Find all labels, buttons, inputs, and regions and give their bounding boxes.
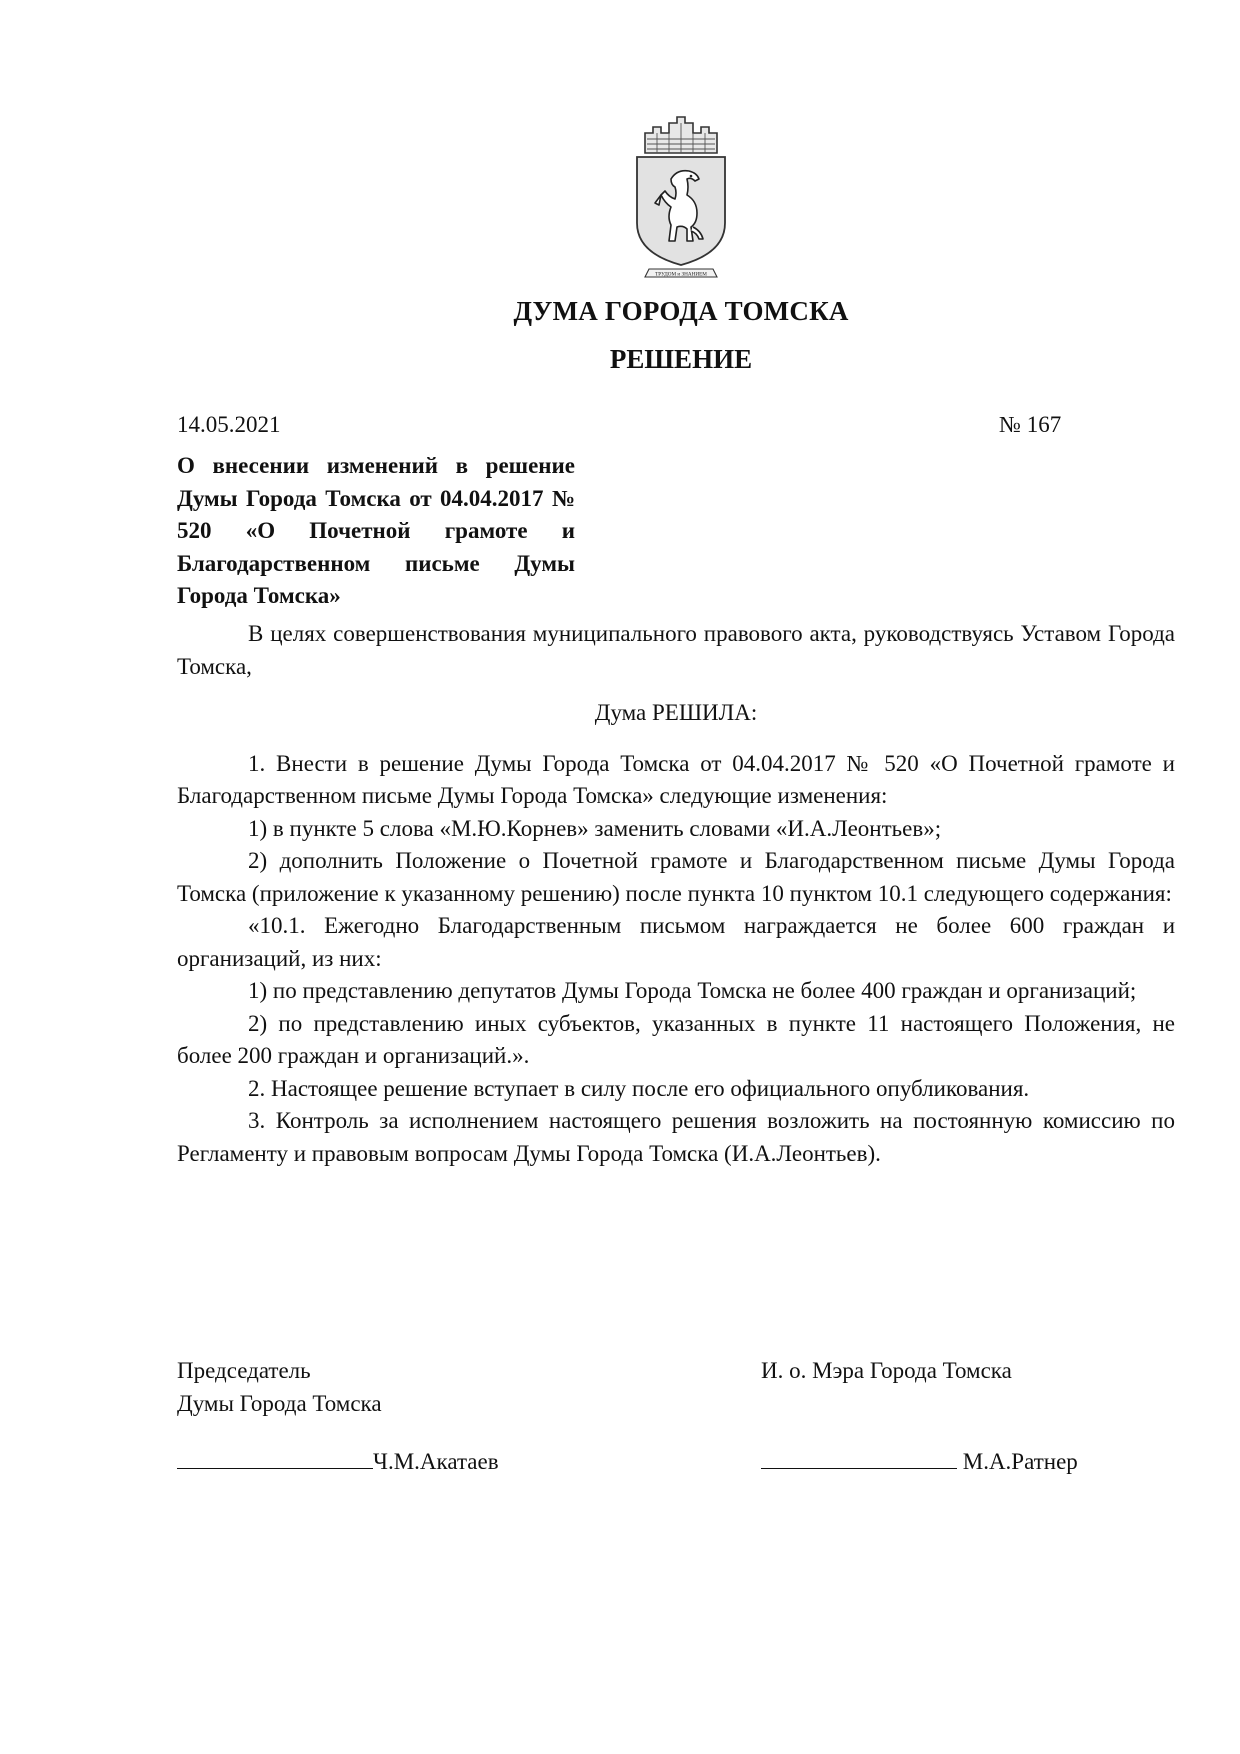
- chairman-name: Ч.М.Акатаев: [373, 1449, 499, 1474]
- body-paragraph: 3. Контроль за исполнением настоящего решения возложить на постоянную комиссию по Регламенту и правовым вопросам Думы Города Томска (И.А.Леонтьев).: [177, 1108, 1175, 1166]
- mayor-signature-line: [761, 1448, 1078, 1475]
- tomsk-coat-of-arms-icon: [631, 113, 731, 283]
- document-subject: О внесении изменений в решение Думы Города Томска от 04.04.2017 № 520 «О Почетной грамоте и Благодарственном письме Думы Города Томска»: [177, 453, 575, 608]
- body-paragraph: 2) по представлению иных субъектов, указанных в пункте 11 настоящего Положения, не более 200 граждан и организаций.».: [177, 1010, 1175, 1068]
- body-paragraph: 1) в пункте 5 слова «М.Ю.Корнев» заменить словами «И.А.Леонтьев»;: [248, 815, 942, 841]
- body-paragraph: 1. Внести в решение Думы Города Томска от 04.04.2017 № 520 «О Почетной грамоте и Благодарственном письме Думы Города Томска» следующие изменения:: [177, 750, 1175, 808]
- signature-blank: [177, 1448, 373, 1469]
- chairman-title-line1: Председатель: [177, 1358, 311, 1383]
- mayor-title: И. о. Мэра Города Томска: [761, 1358, 1012, 1383]
- document-type: РЕШЕНИЕ: [609, 344, 753, 374]
- body-paragraph: 2. Настоящее решение вступает в силу после его официального опубликования.: [248, 1075, 1030, 1101]
- preamble-paragraph: В целях совершенствования муниципального правового акта, руководствуясь Уставом Города Томска,: [177, 621, 1175, 679]
- decision-heading: Дума РЕШИЛА:: [594, 700, 758, 725]
- body-paragraph: 2) дополнить Положение о Почетной грамоте и Благодарственном письме Думы Города Томска (приложение к указанному решению) после пункта 10 пунктом 10.1 следующего содержания:: [177, 848, 1175, 906]
- document-date: 14.05.2021: [177, 412, 281, 437]
- document-body: [177, 618, 1175, 1170]
- document-number: № 167: [999, 412, 1062, 437]
- mayor-signature-block: [761, 1355, 1012, 1388]
- chairman-signature-line: [177, 1448, 499, 1475]
- emblem-motto: ТРУДОМ и ЗНАНИЕМ: [655, 271, 707, 278]
- chairman-title-line2: Думы Города Томска: [177, 1390, 382, 1416]
- body-paragraph: «10.1. Ежегодно Благодарственным письмом награждается не более 600 граждан и организаций, из них:: [177, 913, 1175, 971]
- chairman-signature-block: [177, 1355, 382, 1420]
- organization-name: ДУМА ГОРОДА ТОМСКА: [513, 296, 849, 326]
- body-paragraph: 1) по представлению депутатов Думы Города Томска не более 400 граждан и организаций;: [248, 978, 1137, 1003]
- signature-blank: [761, 1448, 957, 1469]
- mayor-name: М.А.Ратнер: [962, 1449, 1078, 1474]
